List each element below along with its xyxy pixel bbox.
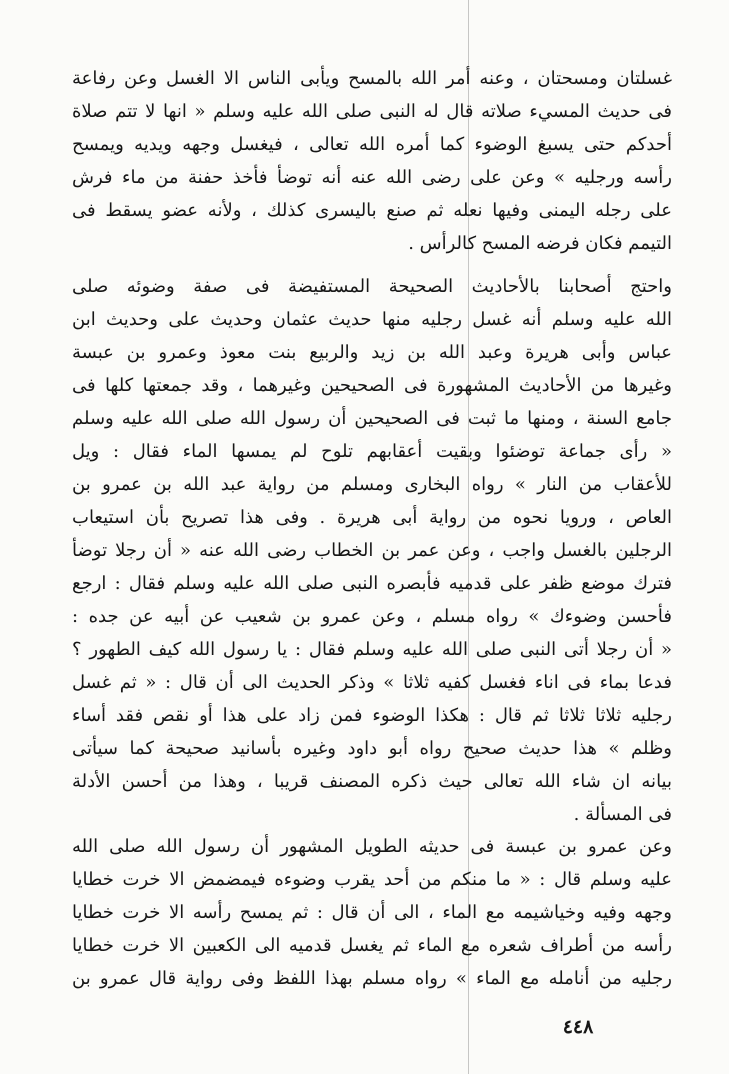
text-line: غسلتان ومسحتان ، وعنه أمر الله بالمسح ويأبى الناس الا الغسل وعن رفاعة: [72, 68, 672, 89]
text-line: وغيرها من الأحاديث المشهورة فى الصحيحين وغيرهما ، وقد جمعتها كلها فى: [72, 375, 672, 396]
text-line: الرجلين بالغسل واجب ، وعن عمر بن الخطاب رضى الله عنه « أن رجلا توضأ: [72, 540, 672, 561]
text-line: أحدكم حتى يسبغ الوضوء كما أمره الله تعالى ، فيغسل وجهه ويديه ويمسح: [72, 134, 672, 155]
text-line: التيمم فكان فرضه المسح كالرأس .: [408, 233, 672, 254]
text-line: فترك موضع ظفر على قدميه فأبصره النبى صلى الله عليه وسلم فقال : ارجع: [72, 573, 672, 594]
text-line: الله عليه وسلم أنه غسل رجليه منها حديث عثمان وحديث على وحديث ابن: [72, 309, 672, 330]
paragraph-2: [72, 270, 672, 831]
text-line: وجهه وفيه وخياشيمه مع الماء ، الى أن قال : ثم يمسح رأسه الا خرت خطايا: [72, 902, 672, 923]
text-line: رأسه ورجليه » وعن على رضى الله عنه أنه توضأ فأخذ حفنة من ماء فرش: [72, 167, 672, 188]
page-number: ٤٤٨: [562, 1016, 594, 1038]
text-line: رأسه من أطراف شعره مع الماء ثم يغسل قدميه الى الكعبين الا خرت خطايا: [72, 935, 672, 956]
text-line: فى حديث المسيء صلاته قال له النبى صلى الله عليه وسلم « انها لا تتم صلاة: [72, 101, 672, 122]
text-line: فأحسن وضوءك » رواه مسلم ، وعن عمرو بن شعيب عن أبيه عن جده :: [72, 606, 672, 627]
paragraph-3: [72, 830, 672, 995]
text-line: على رجله اليمنى وفيها نعله ثم صنع باليسرى كذلك ، ولأنه عضو يسقط فى: [72, 200, 672, 221]
text-line: رجليه ثلاثا ثلاثا ثم قال : هكذا الوضوء فمن زاد على هذا أو نقص فقد أساء: [72, 705, 672, 726]
text-line: « رأى جماعة توضئوا وبقيت أعقابهم تلوح لم يمسها الماء فقال : ويل: [72, 441, 672, 462]
text-line: بيانه ان شاء الله تعالى حيث ذكره المصنف قريبا ، وهذا من أحسن الأدلة: [72, 771, 672, 792]
text-line: للأعقاب من النار » رواه البخارى ومسلم من رواية عبد الله بن عمرو بن: [72, 474, 672, 495]
text-line: وعن عمرو بن عبسة فى حديثه الطويل المشهور أن رسول الله صلى الله: [72, 836, 672, 857]
text-line: عباس وأبى هريرة وعبد الله بن زيد والربيع بنت معوذ وعمرو بن عبسة: [72, 342, 672, 363]
text-line: جامع السنة ، ومنها ما ثبت فى الصحيحين أن رسول الله صلى الله عليه وسلم: [72, 408, 672, 429]
text-line: رجليه من أنامله مع الماء » رواه مسلم بهذا اللفظ وفى رواية قال عمرو بن: [72, 968, 672, 989]
text-line: فى المسألة .: [573, 804, 672, 825]
text-line: « أن رجلا أتى النبى صلى الله عليه وسلم فقال : يا رسول الله كيف الطهور ؟: [72, 639, 672, 660]
text-line: عليه وسلم قال : « ما منكم من أحد يقرب وضوءه فيمضمض الا خرت خطايا: [72, 869, 672, 890]
text-line: فدعا بماء فى اناء فغسل كفيه ثلاثا » وذكر الحديث الى أن قال : « ثم غسل: [72, 672, 672, 693]
text-line: العاص ، ورويا نحوه من رواية أبى هريرة . وفى هذا تصريح بأن استيعاب: [72, 507, 672, 528]
paragraph-1: [72, 62, 672, 260]
text-line: واحتج أصحابنا بالأحاديث الصحيحة المستفيضة فى صفة وضوئه صلى: [72, 276, 672, 297]
text-line: وظلم » هذا حديث صحيح رواه أبو داود وغيره بأسانيد صحيحة كما سيأتى: [72, 738, 672, 759]
